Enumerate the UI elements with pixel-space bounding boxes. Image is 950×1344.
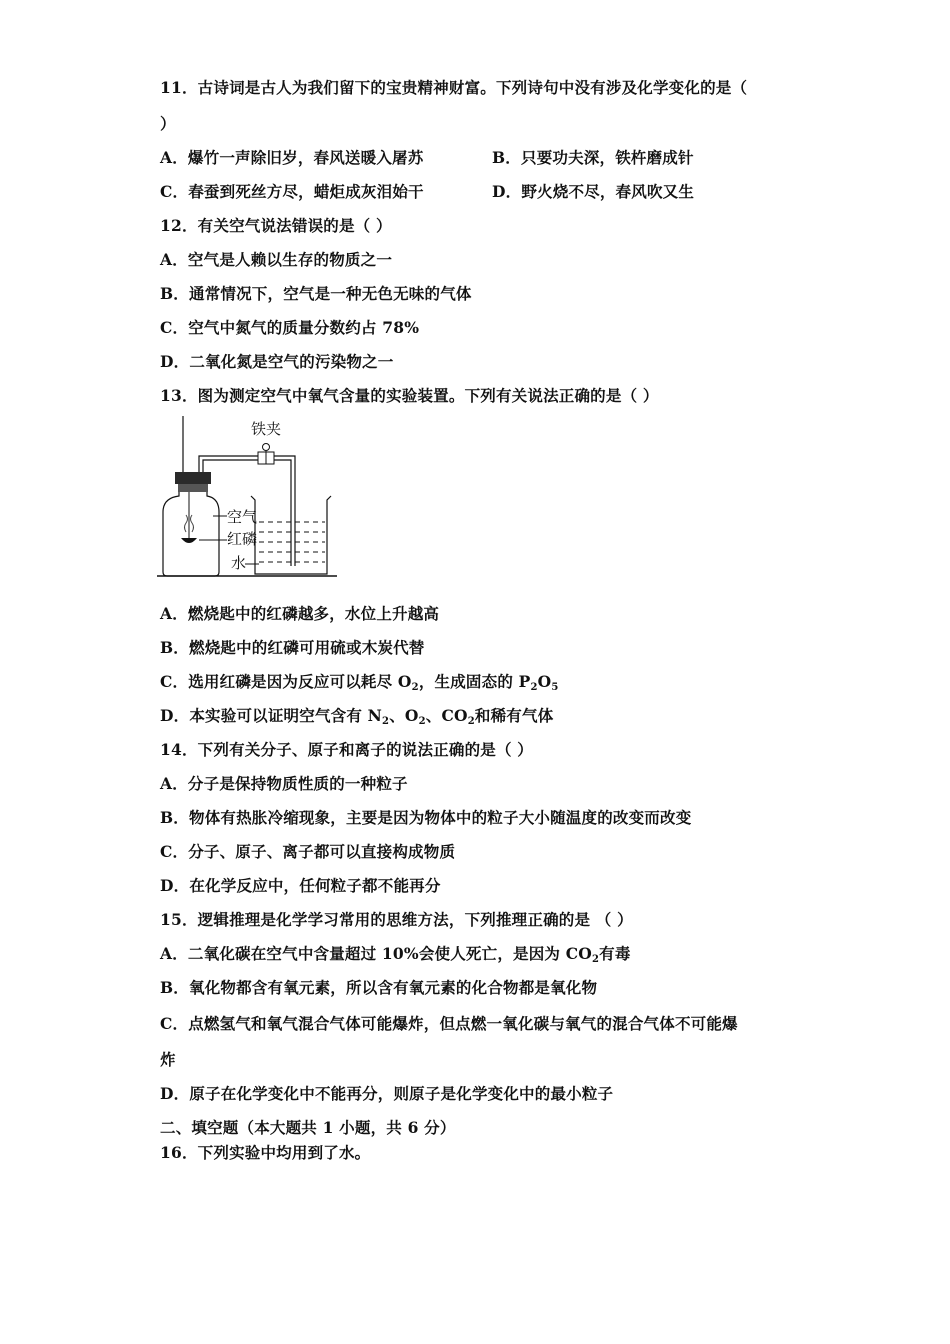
q14-stem: 14．下列有关分子、原子和离子的说法正确的是（ ） [160,740,533,759]
q11-option-c: C．春蚕到死丝方尽，蜡炬成灰泪始干 [160,182,424,201]
gas-bottle [163,492,219,576]
rubber-stopper [175,472,211,484]
q12-option-c: C．空气中氮气的质量分数约占 78% [160,318,420,337]
q15-option-a: A．二氧化碳在空气中含量超过 10%会使人死亡，是因为 $CO_2$有毒 [160,944,631,965]
q15-option-b: B．氧化物都含有氧元素，所以含有氧元素的化合物都是氧化物 [160,978,598,997]
q16-stem: 16．下列实验中均用到了水。 [160,1143,371,1162]
q15-stem: 15．逻辑推理是化学学习常用的思维方法，下列推理正确的是 （ ） [160,910,633,929]
label-water: 水 [231,554,247,572]
label-air: 空气 [227,508,258,526]
section-heading: 二、填空题（本大题共 1 小题，共 6 分） [160,1118,456,1137]
label-red-phosphorus: 红磷 [227,530,258,548]
q11-stem: 11．古诗词是古人为我们留下的宝贵精神财富。下列诗句中没有涉及化学变化的是（ [160,78,748,97]
q12-option-d: D．二氧化氮是空气的污染物之一 [160,352,394,371]
q11-option-b: B．只要功夫深，铁杵磨成针 [492,148,694,167]
q13-option-b: B．燃烧匙中的红磷可用硫或木炭代替 [160,638,425,657]
q14-option-d: D．在化学反应中，任何粒子都不能再分 [160,876,441,895]
q15-option-d: D．原子在化学变化中不能再分，则原子是化学变化中的最小粒子 [160,1084,614,1103]
q14-option-c: C．分子、原子、离子都可以直接构成物质 [160,842,456,861]
flame-mark [191,515,194,532]
q15-option-c: C．点燃氢气和氧气混合气体可能爆炸，但点燃一氧化碳与氧气的混合气体不可能爆 [160,1014,738,1033]
q11-option-d: D．野火烧不尽，春风吹又生 [492,182,695,201]
q14-option-a: A．分子是保持物质性质的一种粒子 [160,774,408,793]
q11-option-a: A．爆竹一声除旧岁，春风送暖入屠苏 [160,148,424,167]
q12-option-a: A．空气是人赖以生存的物质之一 [160,250,393,269]
flame-mark [185,515,188,532]
q13-option-d: D．本实验可以证明空气含有 $N_2$、$O_2$、$CO_2$和稀有气体 [160,706,554,727]
q13-option-a: A．燃烧匙中的红磷越多，水位上升越高 [160,604,440,623]
q12-stem: 12．有关空气说法错误的是（ ） [160,216,392,235]
burning-spoon [181,538,197,543]
q15-option-c-end: 炸 [160,1050,176,1069]
q11-stem-end: ） [160,114,176,133]
q13-option-c: C．选用红磷是因为反应可以耗尽 $O_2$，生成固态的 $P_2O_5$ [160,672,559,693]
q13-stem: 13．图为测定空气中氧气含量的实验装置。下列有关说法正确的是（ ） [160,386,659,405]
q12-option-b: B．通常情况下，空气是一种无色无味的气体 [160,284,472,303]
stopper-neck [178,484,208,492]
label-iron-clip: 铁夹 [251,420,282,438]
water-in-beaker [259,522,325,562]
oxygen-measurement-apparatus [155,414,345,584]
q14-option-b: B．物体有热胀冷缩现象，主要是因为物体中的粒子大小随温度的改变而改变 [160,808,692,827]
iron-clip-handle [263,444,270,451]
